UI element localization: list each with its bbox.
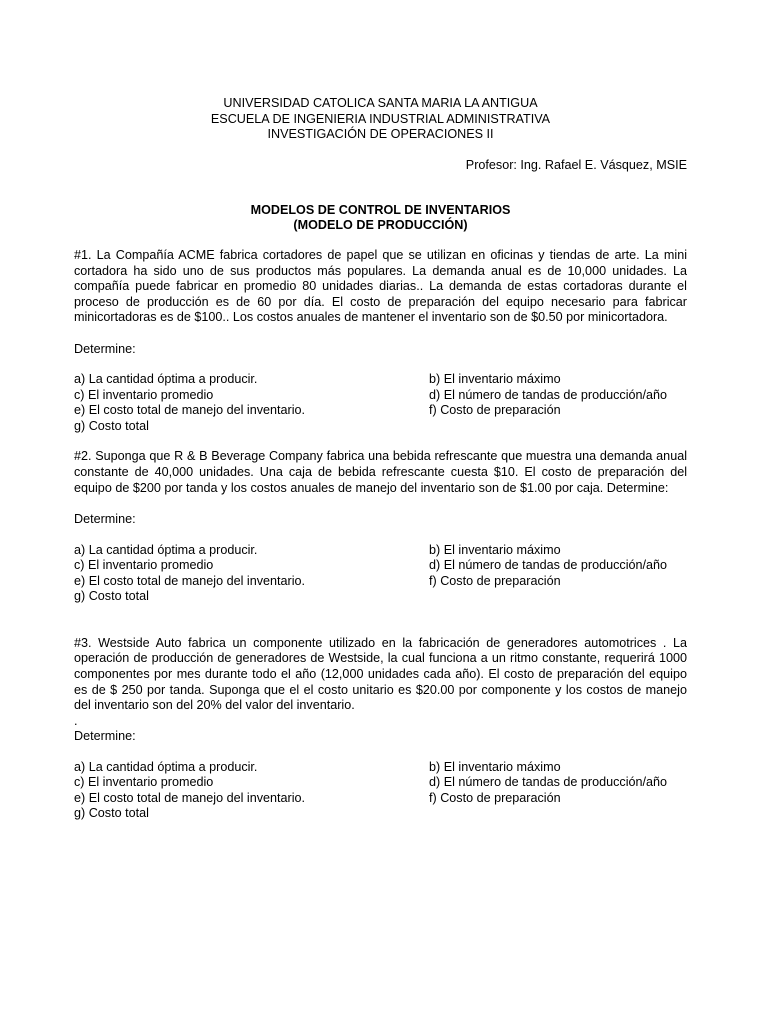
question-a: a) La cantidad óptima a producir.: [74, 372, 258, 387]
question-g: g) Costo total: [74, 418, 149, 433]
question-f: f) Costo de preparación: [429, 403, 561, 418]
question-c: c) El inventario promedio: [74, 558, 214, 573]
problem-1-questions: [74, 372, 687, 434]
question-b: b) El inventario máximo: [429, 759, 561, 774]
problem-2-text: #2. Suponga que R & B Beverage Company fabrica una bebida refrescante que muestra una demanda anual constante de 40,000 unidades. Una caja de bebida refrescante cuesta $10. El costo de preparación del equipo de $200 por tanda y los costos anuales de manejo del inventario son de $1.00 por caja. Determine:: [74, 449, 687, 495]
question-a: a) La cantidad óptima a producir.: [74, 542, 258, 557]
school-name: ESCUELA DE INGENIERIA INDUSTRIAL ADMINISTRATIVA: [210, 111, 551, 126]
problem-2: [74, 449, 687, 604]
question-g: g) Costo total: [74, 589, 149, 604]
question-a: a) La cantidad óptima a producir.: [74, 759, 258, 774]
document-page: [74, 96, 687, 822]
problem-2-prompt: Determine:: [74, 512, 136, 527]
professor-line: Profesor: Ing. Rafael E. Vásquez, MSIE: [465, 157, 687, 172]
title-line-2: (MODELO DE PRODUCCIÓN): [293, 218, 468, 232]
course-name: INVESTIGACIÓN DE OPERACIONES II: [267, 127, 494, 141]
document-title: [74, 203, 687, 233]
header-block: [74, 96, 687, 143]
question-e: e) El costo total de manejo del inventario.: [74, 573, 306, 588]
problem-3-dot: .: [74, 713, 78, 728]
problem-1-prompt: Determine:: [74, 341, 136, 356]
question-e: e) El costo total de manejo del inventario.: [74, 790, 306, 805]
problem-1-text: #1. La Compañía ACME fabrica cortadores de papel que se utilizan en oficinas y tiendas de arte. La mini cortadora ha sido uno de sus productos más populares. La demanda anual es de 10,000 unidades. La compañía puede fabricar en promedio 80 unidades diarias.. La demanda de estas cortadoras durante el proceso de producción es de 60 por día. El costo de preparación del equipo necesario para fabricar minicortadoras es de $100.. Los costos anuales de mantener el inventario son de $0.50 por minicortadora.: [74, 248, 687, 325]
problem-3-prompt: Determine:: [74, 729, 136, 744]
question-e: e) El costo total de manejo del inventario.: [74, 403, 306, 418]
question-d: d) El número de tandas de producción/año: [429, 775, 668, 790]
problem-3-questions: [74, 760, 687, 822]
question-c: c) El inventario promedio: [74, 387, 214, 402]
problem-3-text: #3. Westside Auto fabrica un componente utilizado en la fabricación de generadores automotrices . La operación de producción de generadores de Westside, la cual funciona a un ritmo constante, requerirá 1000 componentes por mes durante todo el año (12,000 unidades cada año). El costo de preparación del equipo es de $ 250 por tanda. Suponga que el el costo unitario es $20.00 por componente y los costos de manejo del inventario son del 20% del valor del inventario.: [74, 635, 687, 713]
university-name: UNIVERSIDAD CATOLICA SANTA MARIA LA ANTIGUA: [223, 96, 538, 110]
question-c: c) El inventario promedio: [74, 775, 214, 790]
question-g: g) Costo total: [74, 806, 149, 821]
question-b: b) El inventario máximo: [429, 542, 561, 557]
title-line-1: MODELOS DE CONTROL DE INVENTARIOS: [250, 203, 511, 217]
question-f: f) Costo de preparación: [429, 790, 561, 805]
question-f: f) Costo de preparación: [429, 573, 561, 588]
question-d: d) El número de tandas de producción/año: [429, 387, 668, 402]
problem-1: [74, 248, 687, 434]
question-b: b) El inventario máximo: [429, 372, 561, 387]
problem-2-questions: [74, 543, 687, 605]
problem-3: [74, 636, 687, 822]
question-d: d) El número de tandas de producción/año: [429, 558, 668, 573]
